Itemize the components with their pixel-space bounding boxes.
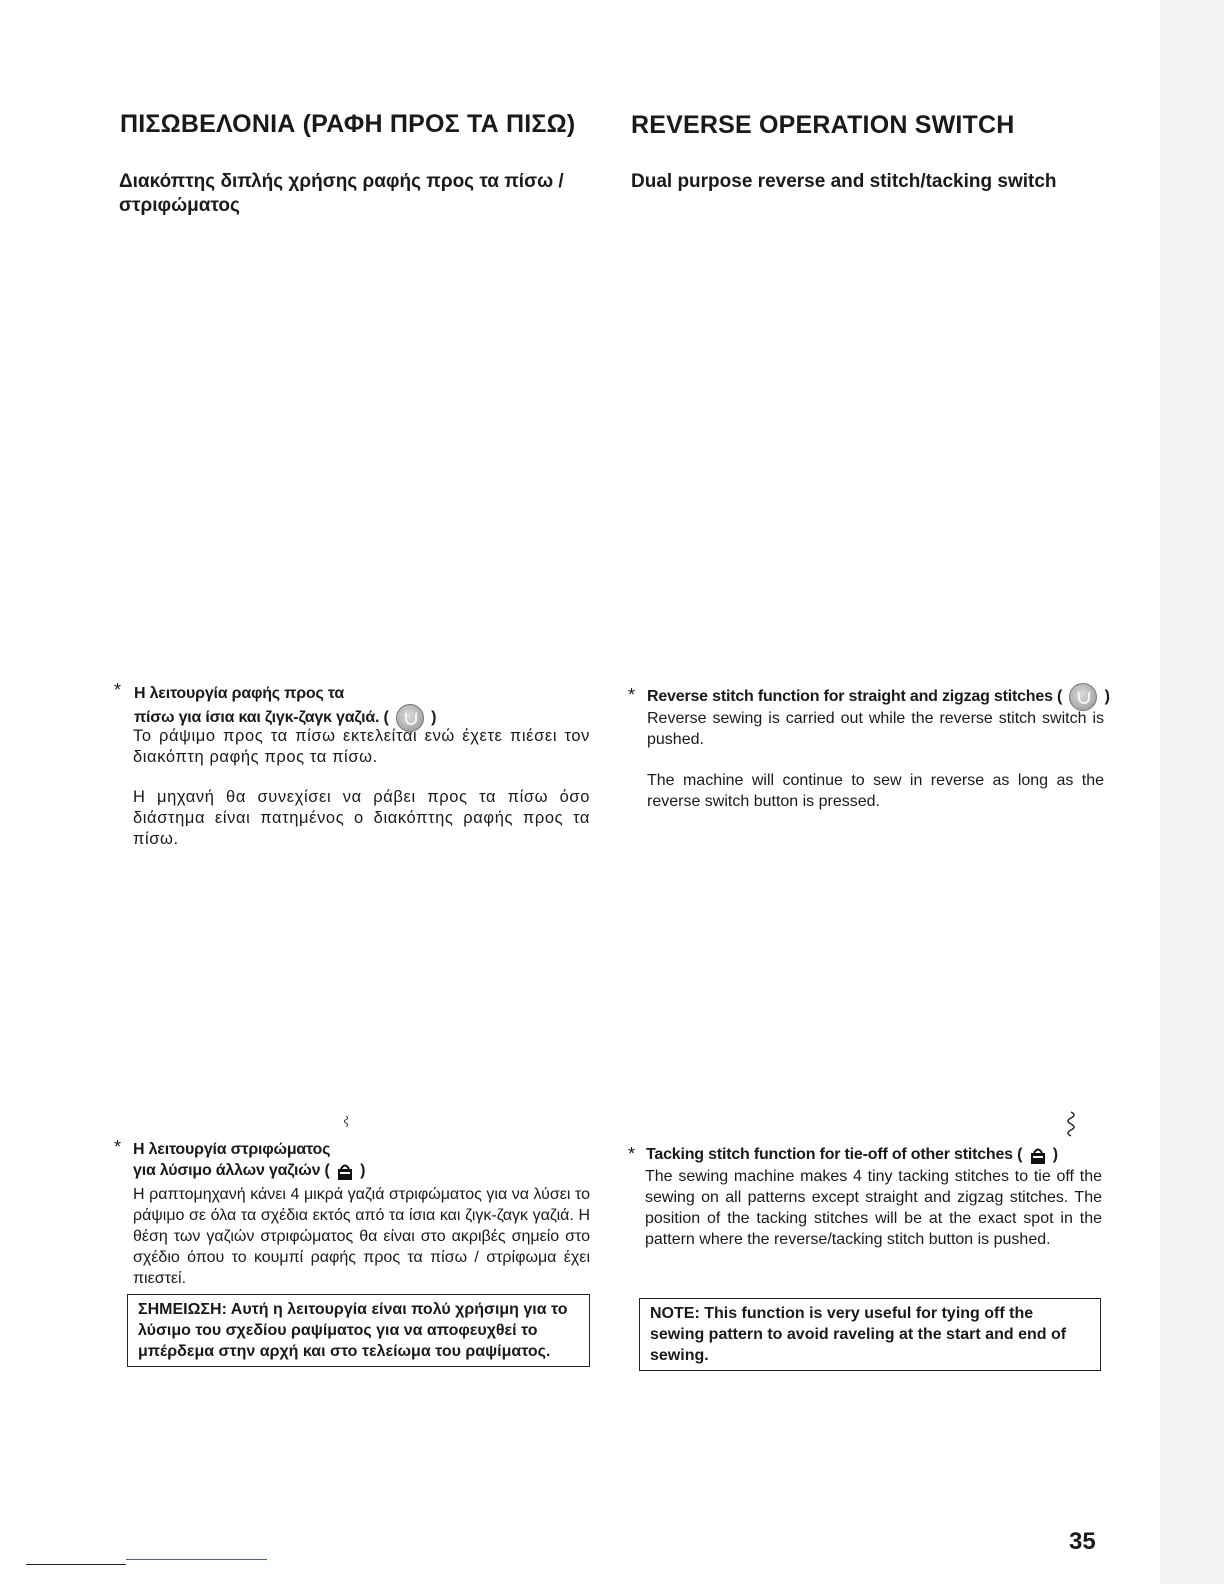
bullet-marker: * [114,1137,122,1157]
greek-tacking-heading-line-1: Η λειτουργία στριφώματος [133,1125,603,1160]
bullet-marker: * [628,685,636,705]
bullet-marker: * [628,1144,636,1164]
footer-accent-rule [126,1559,267,1560]
greek-reverse-para-1: Το ράψιμο προς τα πίσω εκτελείται ενώ έχετε πιέσει τον διακόπτη ραφής προς τα πίσω. [133,727,590,766]
greek-subtitle-line-2: στριφώματος [119,195,240,216]
english-subtitle: Dual purpose reverse and stitch/tacking switch [631,171,1057,192]
greek-subtitle [119,170,619,218]
greek-note-box: ΣΗΜΕΙΩΣΗ: Αυτή η λειτουργία είναι πολύ χρήσιμη για το λύσιμο του σχεδίου ραψίματος για να αποφευχθεί το μπέρδεμα στην αρχή και στο τελείωμα του ραψίματος. [127,1294,590,1367]
greek-reverse-heading [134,683,604,732]
footer-rule [26,1564,126,1565]
tacking-stitch-icon [337,1115,355,1139]
english-tacking-heading: Tacking stitch function for tie-off of other stitches ( ) [646,1146,1058,1163]
greek-reverse-para-2: Η μηχανή θα συνεχίσει να ράβει προς τα πίσω όσο διάστημα είναι πατημένος ο διακόπτης ραφής προς τα πίσω. [133,788,590,848]
page-edge-shadow [1160,0,1224,1584]
english-reverse-para-2: The machine will continue to sew in reverse as long as the reverse switch button is pressed. [647,772,1104,810]
greek-tacking-heading-line-2: για λύσιμο άλλων γαζιών ( ) [133,1162,366,1179]
english-note-box: NOTE: This function is very useful for tying off the sewing pattern to avoid raveling at the start and end of sewing. [639,1298,1101,1371]
tacking-stitch-icon [336,1161,354,1181]
english-reverse-heading: Reverse stitch function for straight and zigzag stitches ( ) [647,683,1117,711]
greek-reverse-heading-line-1: Η λειτουργία ραφής προς τα [134,685,344,702]
greek-tacking-para: Η ραπτομηχανή κάνει 4 μικρά γαζιά στριφώματος για να λύσει το ράψιμο σε όλα τα σχέδια εκτός από τα ίσια και ζιγκ-ζαγκ γαζιά. Η θέση των γαζιών στριφώματος θα είναι στο ακριβές σημείο στο σχέδιο όπου το κουμπί ραφής προς τα πίσω / στρίφωμα έχει πιεστεί. [133,1186,590,1287]
greek-reverse-heading-line-2: πίσω για ίσια και ζιγκ-ζαγκ γαζιά. ( ) [134,704,604,732]
tacking-stitch-icon [1029,1145,1047,1165]
english-reverse-para-1: Reverse sewing is carried out while the reverse stitch switch is pushed. [647,710,1104,748]
greek-title: ΠΙΣΩΒΕΛΟΝΙΑ (ΡΑΦΗ ΠΡΟΣ ΤΑ ΠΙΣΩ) [120,110,576,138]
english-title: REVERSE OPERATION SWITCH [631,111,1015,139]
english-tacking-para: The sewing machine makes 4 tiny tacking stitches to tie off the sewing on all patterns except straight and zigzag stitches. The position of the tacking stitches will be at the exact spot in the pattern where the reverse/tacking stitch button is pushed. [645,1168,1102,1248]
reverse-stitch-icon [1069,683,1097,711]
greek-subtitle-line-1: Διακόπτης διπλής χρήσης ραφής προς τα πίσω / [119,171,564,192]
page-number: 35 [1069,1528,1096,1555]
bullet-marker: * [114,680,122,700]
greek-tacking-heading [133,1125,603,1181]
